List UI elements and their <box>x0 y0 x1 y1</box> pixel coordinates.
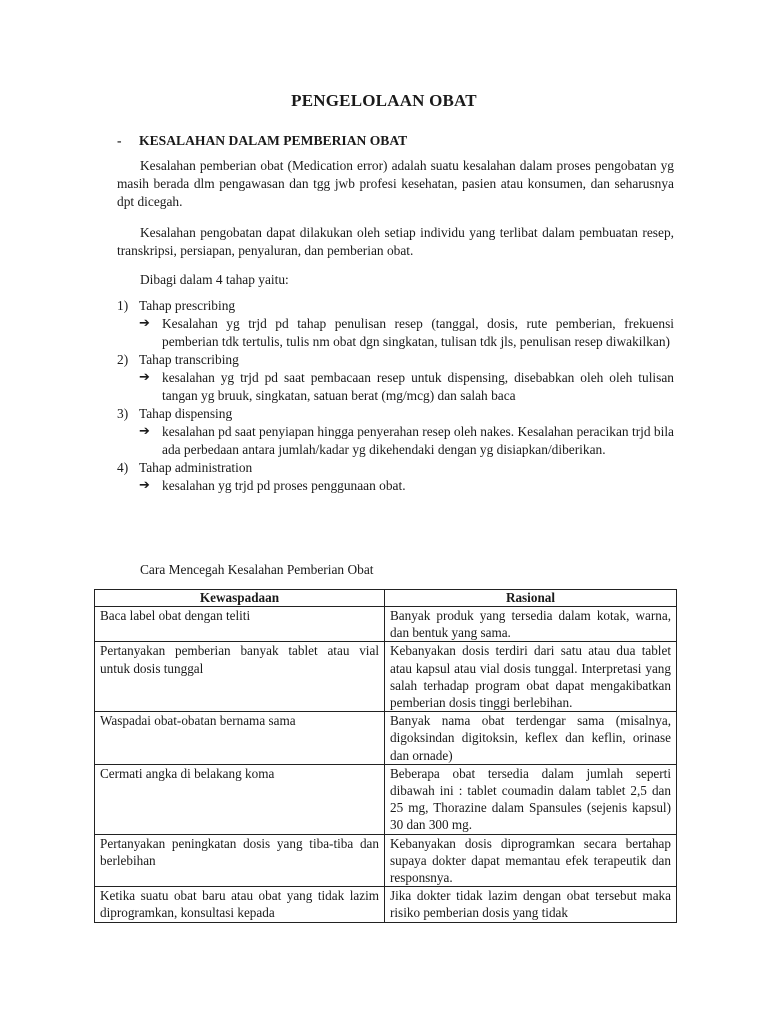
table-cell: Pertanyakan pemberian banyak tablet atau vial untuk dosis tunggal <box>95 642 385 712</box>
column-header-kewaspadaan: Kewaspadaan <box>95 590 385 607</box>
paragraph-actors: Kesalahan pengobatan dapat dilakukan oleh setiap individu yang terlibat dalam pembuatan resep, transkripsi, persiapan, penyaluran, dan pemberian obat. <box>117 225 674 258</box>
step-number: 4) <box>117 460 129 475</box>
stages-list <box>117 297 674 495</box>
table-cell: Baca label obat dengan teliti <box>95 607 385 642</box>
paragraph-stages-intro: Dibagi dalam 4 tahap yaitu: <box>140 272 289 287</box>
step-label: Tahap administration <box>139 460 253 475</box>
table-row <box>95 834 677 887</box>
arrow-right-icon: ➔ <box>139 316 150 331</box>
step-number: 2) <box>117 352 129 367</box>
list-item <box>117 297 674 351</box>
table-cell: Kebanyakan dosis diprogramkan secara bertahap supaya dokter dapat memantau efek terapeutik dan responsnya. <box>385 834 677 887</box>
table-cell: Kebanyakan dosis terdiri dari satu atau dua tablet atau kapsul atau vial dosis tunggal. Interpretasi yang salah terhadap program obat dapat mengakibatkan pemberian dosis tinggi berlebihan. <box>385 642 677 712</box>
table-cell: Cermati angka di belakang koma <box>95 764 385 834</box>
document-title: PENGELOLAAN OBAT <box>291 91 477 110</box>
table-row <box>95 887 677 922</box>
step-detail: kesalahan yg trjd pd proses penggunaan obat. <box>162 478 406 493</box>
step-label: Tahap transcribing <box>139 352 239 367</box>
step-detail: kesalahan pd saat penyiapan hingga penyerahan resep oleh nakes. Kesalahan peracikan trjd bila ada perbedaan antara jumlah/kadar yg dikehendaki dengan yg disiapkan/diberikan. <box>162 424 674 457</box>
table-cell: Beberapa obat tersedia dalam jumlah seperti dibawah ini : tablet coumadin dalam tablet 2,5 dan 25 mg, Thorazine dalam Spansules (sejenis kapsul) 30 dan 300 mg. <box>385 764 677 834</box>
table-row <box>95 712 677 765</box>
step-label: Tahap prescribing <box>139 298 236 313</box>
step-detail: kesalahan yg trjd pd saat pembacaan resep untuk dispensing, disebabkan oleh oleh tulisan tangan yg bruuk, singkatan, satuan berat (mg/mcg) dan salah baca <box>162 370 674 403</box>
table-cell: Waspadai obat-obatan bernama sama <box>95 712 385 765</box>
column-header-rasional: Rasional <box>385 590 677 607</box>
step-number: 3) <box>117 406 129 421</box>
step-label: Tahap dispensing <box>139 406 233 421</box>
list-item <box>117 405 674 459</box>
table-row <box>95 607 677 642</box>
table-row <box>95 764 677 834</box>
section-marker: - <box>117 133 122 148</box>
arrow-right-icon: ➔ <box>139 424 150 439</box>
table-cell: Ketika suatu obat baru atau obat yang tidak lazim diprogramkan, konsultasi kepada <box>95 887 385 922</box>
table-cell: Pertanyakan peningkatan dosis yang tiba-tiba dan berlebihan <box>95 834 385 887</box>
table-clip <box>90 588 690 930</box>
table-header-row <box>95 590 677 607</box>
paragraph-definition: Kesalahan pemberian obat (Medication error) adalah suatu kesalahan dalam proses pengobatan yg masih berada dlm pengawasan dan tgg jwb profesi kesehatan, pasien atau konsumen, dan seharusnya dpt dicegah. <box>117 158 674 209</box>
table-cell: Jika dokter tidak lazim dengan obat tersebut maka risiko pemberian dosis yang tidak <box>385 887 677 922</box>
arrow-right-icon: ➔ <box>139 478 150 493</box>
table-cell: Banyak nama obat terdengar sama (misalnya, digoksindan digitoksin, keflex dan keflin, orinase dan ornade) <box>385 712 677 765</box>
step-detail: Kesalahan yg trjd pd tahap penulisan resep (tanggal, dosis, rute pemberian, frekuensi pemberian tdk tertulis, tulis nm obat dgn singkatan, tulisan tdk jls, penulisan resep diwakilkan) <box>162 316 674 349</box>
table-caption: Cara Mencegah Kesalahan Pemberian Obat <box>140 562 374 577</box>
list-item <box>117 351 674 405</box>
table-row <box>95 642 677 712</box>
arrow-right-icon: ➔ <box>139 370 150 385</box>
table-cell: Banyak produk yang tersedia dalam kotak, warna, dan bentuk yang sama. <box>385 607 677 642</box>
section-heading-text: KESALAHAN DALAM PEMBERIAN OBAT <box>139 133 408 148</box>
list-item <box>117 459 674 495</box>
prevention-table <box>94 589 677 923</box>
step-number: 1) <box>117 298 129 313</box>
